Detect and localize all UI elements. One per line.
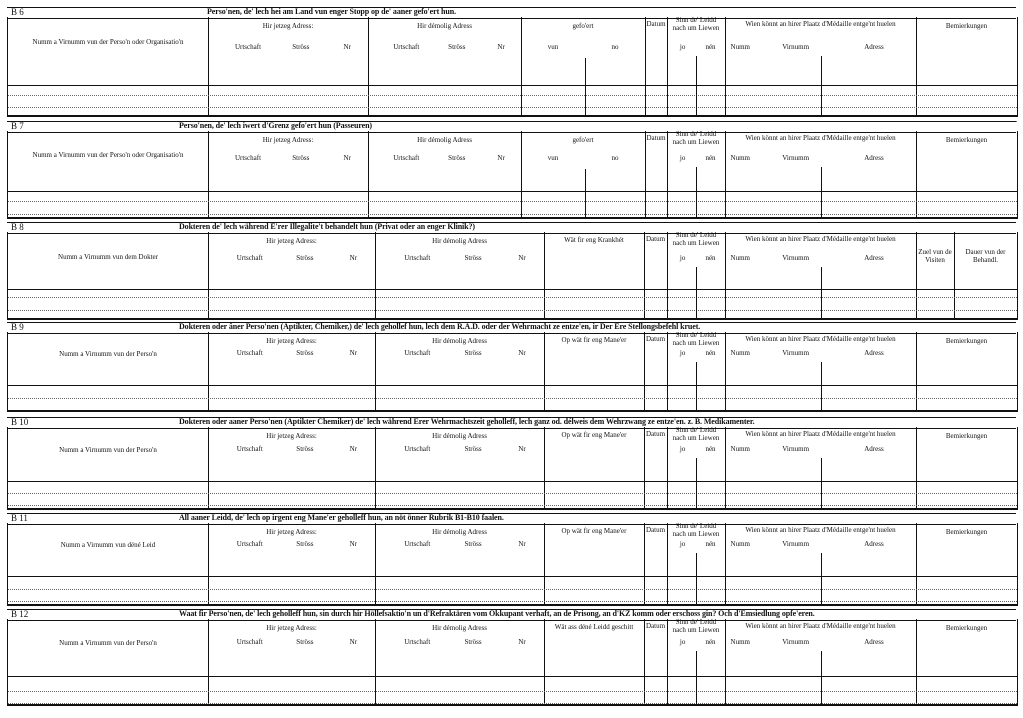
former-ortschaft: Urtschaft bbox=[393, 154, 420, 162]
medal-numm: Numm bbox=[730, 638, 750, 646]
current-nr: Nr bbox=[349, 349, 357, 357]
alive-yes: jo bbox=[679, 154, 686, 162]
name-column-header: Numm a Virnumm vun déné Leid bbox=[60, 541, 156, 549]
section-code: B 7 bbox=[11, 121, 24, 131]
datum-header: Datum bbox=[646, 134, 666, 142]
former-nr: Nr bbox=[497, 43, 505, 51]
col4-header: Wät fir eng Krankhét bbox=[564, 236, 624, 244]
medal-numm: Numm bbox=[730, 254, 750, 262]
former-address-header: Hir démolig Adress bbox=[417, 136, 472, 144]
alive-no: nén bbox=[705, 254, 716, 262]
medal-adress: Adress bbox=[864, 43, 884, 51]
medal-numm: Numm bbox=[730, 349, 750, 357]
alive-no: nén bbox=[705, 43, 716, 51]
medal-adress: Adress bbox=[864, 540, 884, 548]
section-table bbox=[7, 619, 1018, 706]
medal-virnumm: Virnumm bbox=[782, 254, 810, 262]
datum-header: Datum bbox=[645, 622, 666, 630]
current-nr: Nr bbox=[343, 154, 351, 162]
transported-header: gefo'ert bbox=[572, 136, 594, 144]
medal-virnumm: Virnumm bbox=[782, 154, 810, 162]
medal-virnumm: Virnumm bbox=[782, 445, 810, 453]
current-ortschaft: Urtschaft bbox=[236, 540, 263, 548]
alive-no: nén bbox=[705, 154, 716, 162]
section-table bbox=[7, 427, 1018, 510]
alive-header: Sinn de' Leidd nach um Liewen bbox=[672, 618, 720, 634]
remarks-header: Bemierkungen bbox=[945, 432, 988, 440]
current-nr: Nr bbox=[349, 445, 357, 453]
transported-from: vun bbox=[547, 43, 559, 51]
current-address-header: Hir jetzeg Adress: bbox=[266, 237, 317, 245]
former-ortschaft: Urtschaft bbox=[404, 445, 431, 453]
alive-no: nén bbox=[705, 445, 716, 453]
former-ortschaft: Urtschaft bbox=[404, 349, 431, 357]
section-table bbox=[7, 131, 1018, 219]
former-strooss: Ströss bbox=[464, 540, 482, 548]
alive-header: Sinn de' Leidd nach um Liewen bbox=[672, 130, 720, 146]
remarks-header: Bemierkungen bbox=[945, 337, 988, 345]
former-address-header: Hir démolig Adress bbox=[432, 624, 487, 632]
medal-header: Wien könnt an hirer Plaatz d'Médaille entge'nt huelen bbox=[745, 235, 896, 243]
medal-header: Wien könnt an hirer Plaatz d'Médaille entge'nt huelen bbox=[745, 430, 896, 438]
current-strooss: Ströss bbox=[292, 154, 310, 162]
medal-header: Wien könnt an hirer Plaatz d'Médaille entge'nt huelen bbox=[745, 134, 896, 142]
alive-yes: jo bbox=[679, 445, 686, 453]
alive-yes: jo bbox=[679, 349, 686, 357]
former-ortschaft: Urtschaft bbox=[393, 43, 420, 51]
current-strooss: Ströss bbox=[296, 349, 314, 357]
col4-header: Op wät fir eng Mane'er bbox=[561, 527, 627, 535]
section-b12 bbox=[7, 609, 1016, 706]
alive-no: nén bbox=[705, 349, 716, 357]
current-address-header: Hir jetzeg Adress: bbox=[266, 624, 317, 632]
medal-header: Wien könnt an hirer Plaatz d'Médaille entge'nt huelen bbox=[745, 335, 896, 343]
section-table bbox=[7, 17, 1018, 117]
section-table bbox=[7, 523, 1018, 606]
alive-header: Sinn de' Leidd nach um Liewen bbox=[672, 231, 720, 247]
col4-header: Op wät fir eng Mane'er bbox=[561, 431, 627, 439]
current-address-header: Hir jetzeg Adress: bbox=[266, 432, 317, 440]
section-title: Dokteren oder âner Perso'nen (Aptikter, Chemiker,) de' lech gehollef hun, lech dem R.A.D. oder der Wehrmacht ze entze'en, ir Der Ere Stellongsbefehl kruet. bbox=[179, 322, 701, 331]
current-ortschaft: Urtschaft bbox=[236, 349, 263, 357]
col4-header: Op wät fir eng Mane'er bbox=[561, 336, 627, 344]
medal-virnumm: Virnumm bbox=[782, 349, 810, 357]
alive-yes: jo bbox=[679, 43, 686, 51]
datum-header: Datum bbox=[645, 235, 666, 243]
medal-virnumm: Virnumm bbox=[782, 638, 810, 646]
name-column-header: Numm a Virnumm vun der Perso'n bbox=[59, 446, 157, 454]
section-b10 bbox=[7, 417, 1016, 510]
visits-header: Zuel vun de Visiten bbox=[918, 248, 952, 264]
current-ortschaft: Urtschaft bbox=[236, 445, 263, 453]
former-nr: Nr bbox=[518, 540, 526, 548]
former-ortschaft: Urtschaft bbox=[404, 638, 431, 646]
transported-to: no bbox=[611, 43, 619, 51]
section-b7 bbox=[7, 121, 1016, 219]
former-address-header: Hir démolig Adress bbox=[432, 337, 487, 345]
current-strooss: Ströss bbox=[296, 638, 314, 646]
medal-adress: Adress bbox=[864, 638, 884, 646]
current-ortschaft: Urtschaft bbox=[236, 254, 263, 262]
medal-numm: Numm bbox=[730, 43, 750, 51]
former-nr: Nr bbox=[518, 254, 526, 262]
section-table bbox=[7, 332, 1018, 412]
datum-header: Datum bbox=[645, 526, 666, 534]
section-b11 bbox=[7, 513, 1016, 606]
datum-header: Datum bbox=[645, 335, 666, 343]
remarks-header: Bemierkungen bbox=[945, 624, 988, 632]
alive-yes: jo bbox=[679, 638, 686, 646]
alive-yes: jo bbox=[679, 540, 686, 548]
name-column-header: Numm a Virnumm vun der Perso'n bbox=[59, 639, 157, 647]
name-column-header: Numm a Virnumm vun der Perso'n oder Organisatio'n bbox=[32, 151, 184, 159]
former-ortschaft: Urtschaft bbox=[404, 540, 431, 548]
alive-no: nén bbox=[705, 638, 716, 646]
transported-from: vun bbox=[547, 154, 559, 162]
section-code: B 6 bbox=[11, 7, 24, 17]
alive-header: Sinn de' Leidd nach um Liewen bbox=[672, 16, 720, 32]
section-code: B 10 bbox=[11, 417, 29, 427]
datum-header: Datum bbox=[646, 20, 666, 28]
current-address-header: Hir jetzeg Adress: bbox=[262, 136, 314, 144]
former-nr: Nr bbox=[518, 349, 526, 357]
alive-header: Sinn de' Leidd nach um Liewen bbox=[672, 426, 720, 442]
former-nr: Nr bbox=[518, 638, 526, 646]
former-strooss: Ströss bbox=[464, 254, 482, 262]
current-ortschaft: Urtschaft bbox=[234, 43, 262, 51]
former-strooss: Ströss bbox=[464, 349, 482, 357]
section-b6 bbox=[7, 7, 1016, 117]
medal-adress: Adress bbox=[864, 445, 884, 453]
alive-header: Sinn de' Leidd nach um Liewen bbox=[672, 522, 720, 538]
former-ortschaft: Urtschaft bbox=[404, 254, 431, 262]
former-nr: Nr bbox=[518, 445, 526, 453]
section-title: All aaner Leidd, de' lech op irgent eng Mane'er geholleff hun, an nöt önner Rubrik B1-B10 faalen. bbox=[179, 513, 504, 522]
alive-no: nén bbox=[705, 540, 716, 548]
transported-to: no bbox=[611, 154, 619, 162]
section-code: B 12 bbox=[11, 609, 29, 619]
former-address-header: Hir démolig Adress bbox=[432, 528, 487, 536]
section-title: Perso'nen, de' lech iwert d'Grenz gefo'ert hun (Passeuren) bbox=[179, 121, 372, 130]
current-address-header: Hir jetzeg Adress: bbox=[266, 528, 317, 536]
medal-header: Wien könnt an hirer Plaatz d'Médaille entge'nt huelen bbox=[745, 526, 896, 534]
datum-header: Datum bbox=[645, 430, 666, 438]
section-title: Waat fir Perso'nen, de' lech geholleff hun, sin durch hir Höllefsaktio'n un d'Refraktären vom Okkupant verhaft, an de Prisong, an d'KZ komm oder erschoss gin? Och d'Emsiedlung opfe'eren. bbox=[179, 609, 815, 618]
medal-numm: Numm bbox=[730, 540, 750, 548]
section-code: B 11 bbox=[11, 513, 28, 523]
former-address-header: Hir démolig Adress bbox=[417, 22, 472, 30]
current-nr: Nr bbox=[349, 540, 357, 548]
former-nr: Nr bbox=[497, 154, 505, 162]
remarks-header: Bemierkungen bbox=[945, 22, 988, 30]
current-address-header: Hir jetzeg Adress: bbox=[266, 337, 317, 345]
former-strooss: Ströss bbox=[464, 445, 482, 453]
medal-virnumm: Virnumm bbox=[782, 540, 810, 548]
medal-header: Wien könnt an hirer Plaatz d'Médaille entge'nt huelen bbox=[745, 20, 896, 28]
current-nr: Nr bbox=[349, 254, 357, 262]
alive-header: Sinn de' Leidd nach um Liewen bbox=[672, 331, 720, 347]
section-title: Perso'nen, de' lech hei am Land vun enger Stopp op de' aaner gefo'ert hun. bbox=[207, 7, 456, 16]
duration-header: Dauer vun der Behandl. bbox=[965, 248, 1006, 264]
medal-adress: Adress bbox=[864, 154, 884, 162]
current-strooss: Ströss bbox=[292, 43, 310, 51]
name-column-header: Numm a Virnumm vun der Perso'n oder Organisatio'n bbox=[32, 38, 184, 46]
current-strooss: Ströss bbox=[296, 254, 314, 262]
current-address-header: Hir jetzeg Adress: bbox=[262, 22, 314, 30]
current-ortschaft: Urtschaft bbox=[234, 154, 262, 162]
medal-adress: Adress bbox=[864, 254, 884, 262]
former-address-header: Hir démolig Adress bbox=[432, 432, 487, 440]
medal-numm: Numm bbox=[730, 445, 750, 453]
current-strooss: Ströss bbox=[296, 445, 314, 453]
medal-numm: Numm bbox=[730, 154, 750, 162]
name-column-header: Numm a Virnumm vun der Perso'n bbox=[59, 350, 157, 358]
section-title: Dokteren de' lech während E'rer Illegalite't behandelt hun (Privat oder an enger Klinik?) bbox=[179, 222, 475, 231]
alive-yes: jo bbox=[679, 254, 686, 262]
current-nr: Nr bbox=[343, 43, 351, 51]
remarks-header: Bemierkungen bbox=[945, 528, 988, 536]
medal-adress: Adress bbox=[864, 349, 884, 357]
transported-header: gefo'ert bbox=[572, 22, 594, 30]
section-code: B 8 bbox=[11, 222, 24, 232]
former-strooss: Ströss bbox=[448, 154, 466, 162]
section-b9 bbox=[7, 322, 1016, 412]
medal-virnumm: Virnumm bbox=[782, 43, 810, 51]
col4-header: Wät ass déné Leidd geschitt bbox=[554, 623, 634, 631]
medal-header: Wien könnt an hirer Plaatz d'Médaille entge'nt huelen bbox=[745, 622, 896, 630]
current-nr: Nr bbox=[349, 638, 357, 646]
section-code: B 9 bbox=[11, 322, 24, 332]
former-strooss: Ströss bbox=[448, 43, 466, 51]
section-table bbox=[7, 232, 1018, 320]
former-strooss: Ströss bbox=[464, 638, 482, 646]
name-column-header: Numm a Virnumm vun dem Dokter bbox=[58, 253, 158, 261]
current-strooss: Ströss bbox=[296, 540, 314, 548]
section-b8 bbox=[7, 222, 1016, 320]
current-ortschaft: Urtschaft bbox=[236, 638, 263, 646]
section-title: Dokteren oder aaner Perso'nen (Aptikter Chemiker) de' lech während Erer Wehrmachtszeit geholleff, lech ganz od. délweis dem Wehrzwang ze entze'en. z. B. Medikamenter. bbox=[179, 417, 755, 426]
former-address-header: Hir démolig Adress bbox=[432, 237, 487, 245]
remarks-header: Bemierkungen bbox=[945, 136, 988, 144]
